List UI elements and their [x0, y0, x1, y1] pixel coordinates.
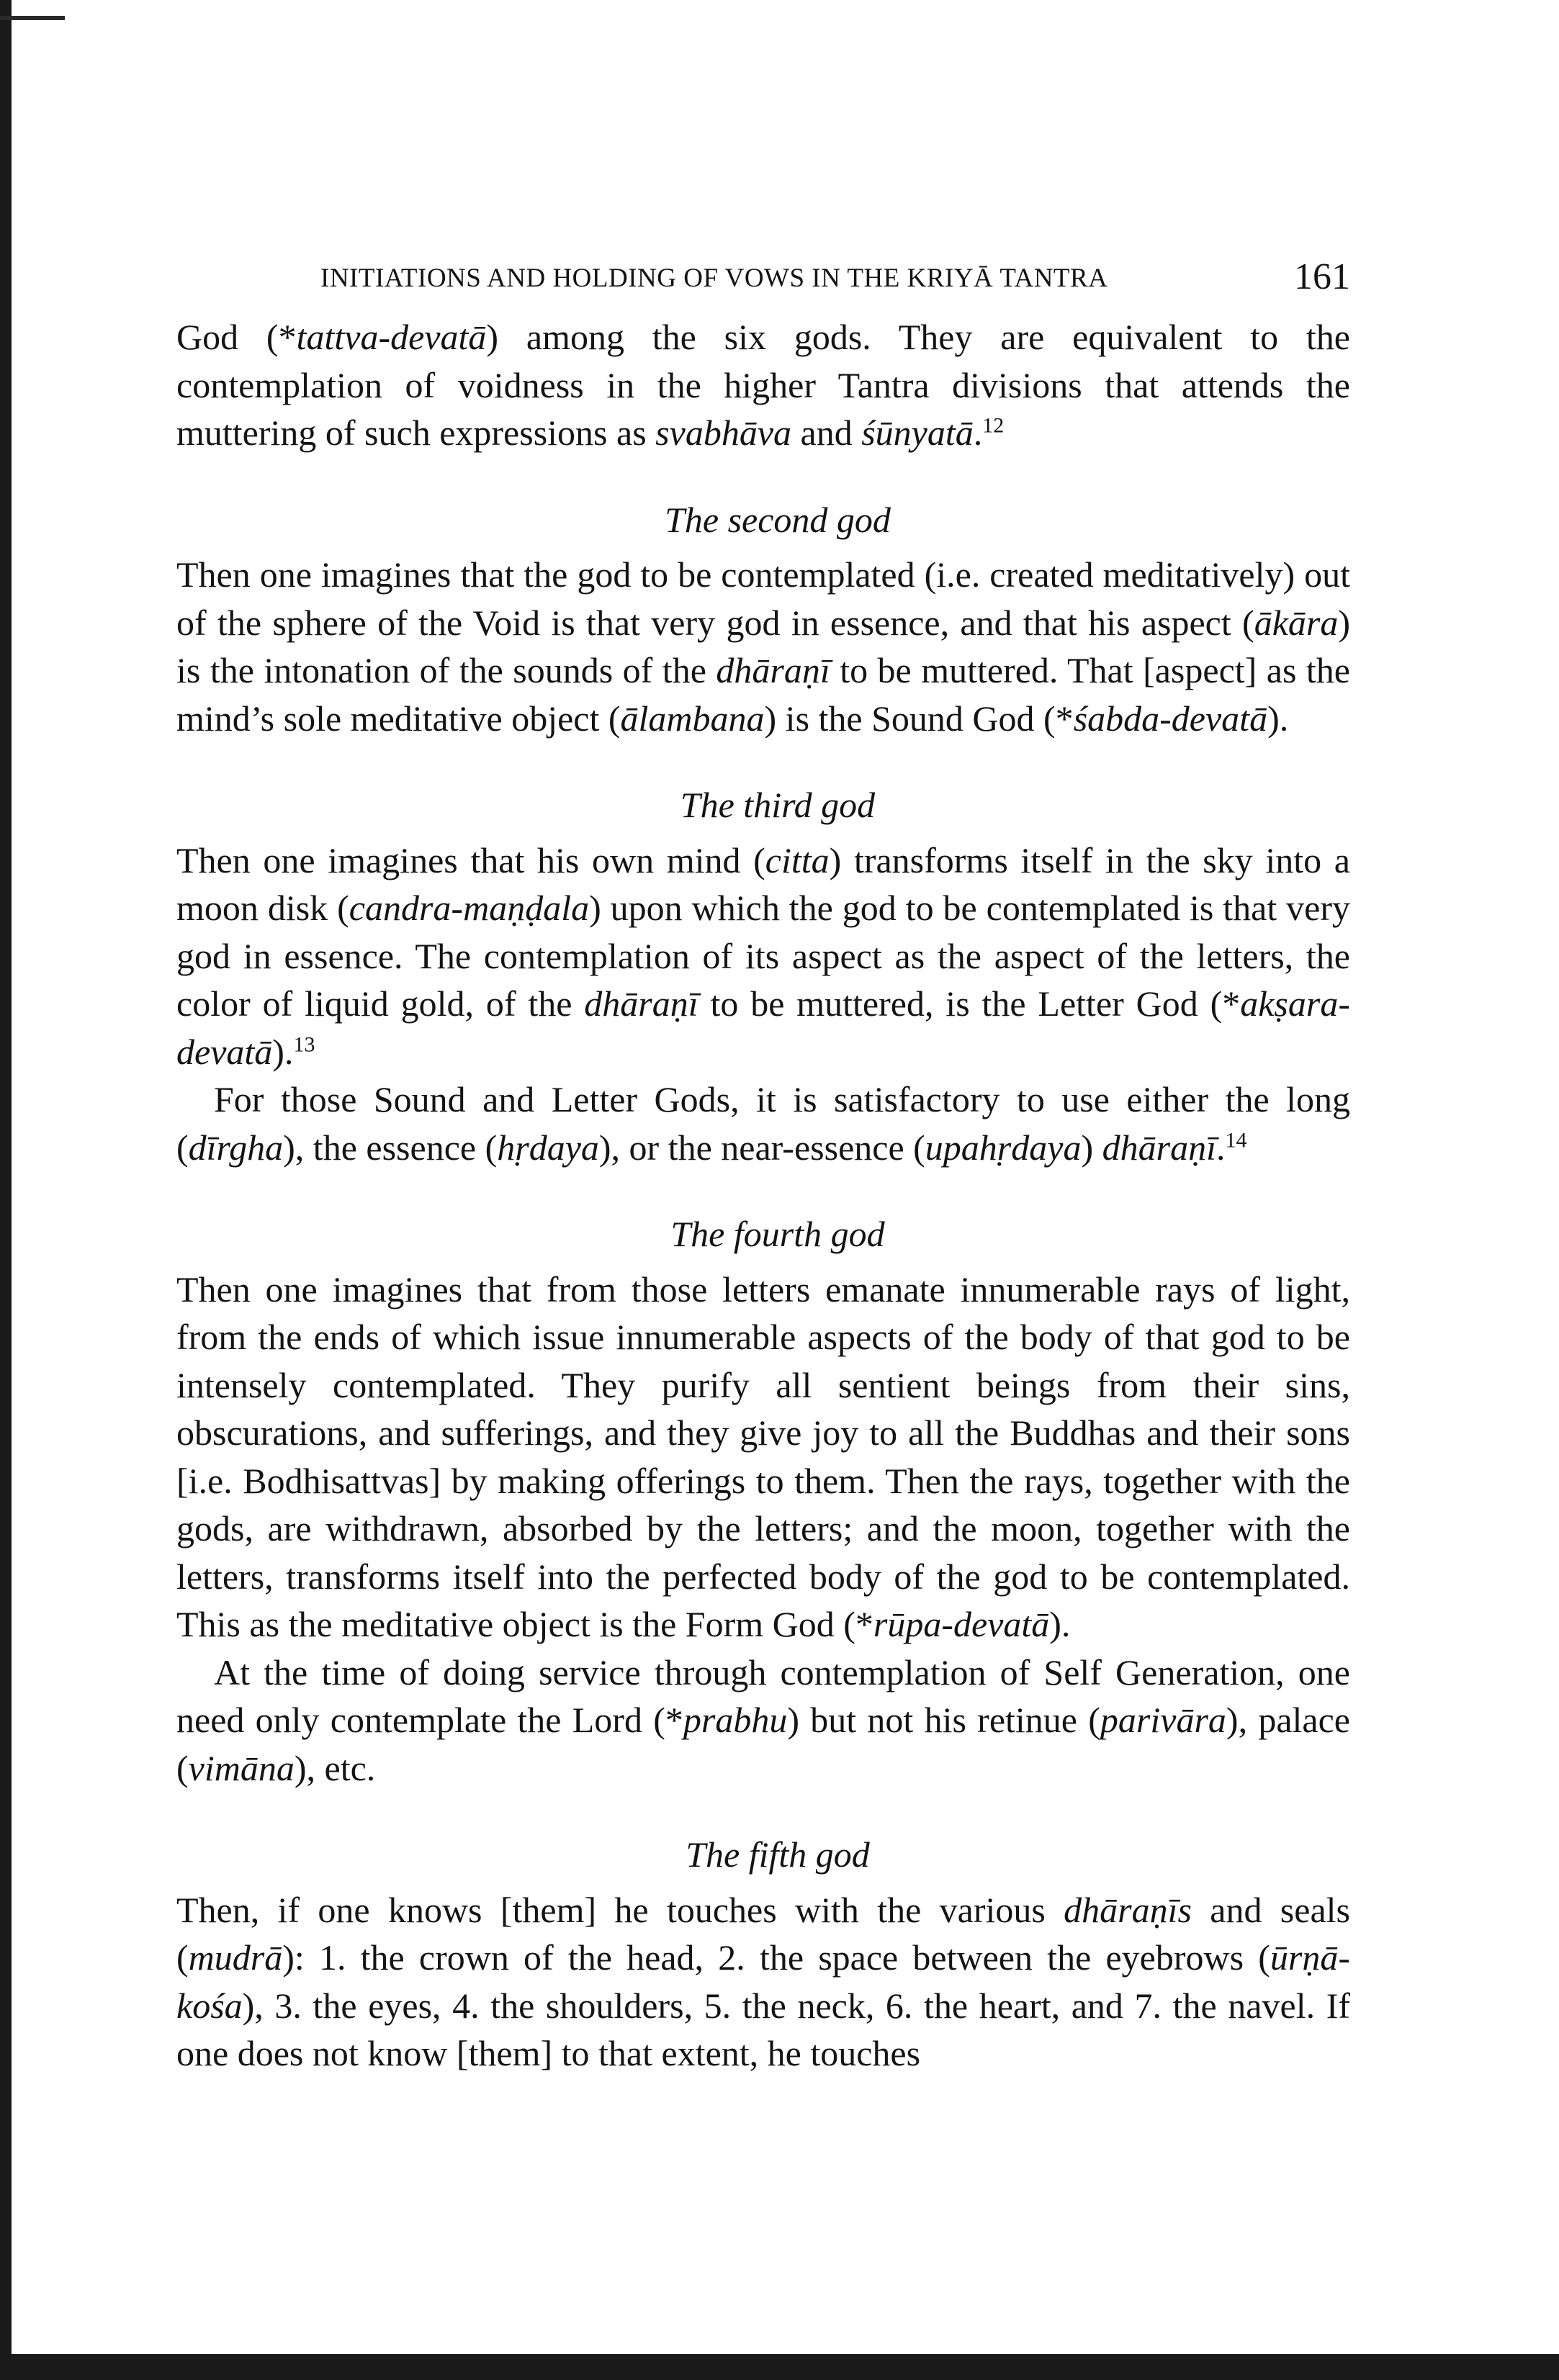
paragraph-self-generation: At the time of doing service through contemplation of Self Generation, one need only contemplate the Lord (*prabhu) but not his retinue (parivāra), palace (vimāna), etc. — [176, 1651, 1350, 1788]
heading-fifth-god: The fifth god — [686, 1834, 870, 1875]
footnote-ref-12: 12 — [982, 413, 1005, 438]
heading-second-god: The second god — [665, 499, 891, 540]
book-page — [176, 248, 1350, 2078]
paragraph-fourth-god: Then one imagines that from those letters emanate innumerable rays of light, from the ends of which issue innumerable aspects of the body of that god to be intensely contemplated. They purify all sentient beings from their sins, obscurations, and sufferings, and they give joy to all the Buddhas and their sons [i.e. Bodhisattvas] by making offerings to them. Then the rays, together with the gods, are withdrawn, absorbed by the letters; and the moon, together with the letters, transforms itself into the perfected body of the god to be contemplated. This as the meditative object is the Form God (*rūpa-devatā). — [176, 1268, 1350, 1644]
running-title: INITIATIONS AND HOLDING OF VOWS IN THE KRIYĀ TANTRA — [320, 263, 1108, 293]
running-head — [176, 248, 1350, 299]
scan-edge-left — [0, 0, 12, 2380]
heading-fourth-god: The fourth god — [670, 1214, 885, 1254]
paragraph-fifth-god: Then, if one knows [them] he touches with the various dhāraṇīs and seals (mudrā): 1. the crown of the head, 2. the space between the eyebrows (ūrṇā-kośa), 3. the eyes, 4. the shoulders, 5. the neck, 6. the heart, and 7. the navel. If one does not know [them] to that extent, he touches — [176, 1889, 1351, 2073]
scan-edge-top — [0, 16, 65, 20]
footnote-ref-13: 13 — [293, 1032, 315, 1056]
footnote-ref-14: 14 — [1225, 1127, 1247, 1152]
page-number: 161 — [1294, 256, 1350, 297]
paragraph-third-god: Then one imagines that his own mind (citta) transforms itself in the sky into a moon disk (candra-maṇḍala) upon which the god to be contemplated is that very god in essence. The contemplation of its aspect as the aspect of the letters, the color of liquid gold, of the dhāraṇī to be muttered, is the Letter God (*akṣara-devatā).$^{13}$ — [176, 839, 1350, 1072]
paragraph-first-god-end: God (*tattva-devatā) among the six gods. They are equivalent to the contemplation of voidness in the higher Tantra divisions that attends the muttering of such expressions as svabhāva and śūnyatā.$^{12}$ — [176, 317, 1350, 453]
scan-edge-bottom — [0, 2354, 1559, 2380]
paragraph-second-god: Then one imagines that the god to be contemplated (i.e. created meditatively) out of the sphere of the Void is that very god in essence, and that his aspect (ākāra) is the intonation of the sounds of the dhāraṇī to be muttered. That [aspect] as the mind’s sole meditative object (ālambana) is the Sound God (*śabda-devatā). — [176, 554, 1351, 739]
paragraph-sound-letter-gods: For those Sound and Letter Gods, it is satisfactory to use either the long (dīrgha), the essence (hṛdaya), or the near-essence (upahṛdaya) dhāraṇī.$^{14}$ — [176, 1079, 1350, 1168]
heading-third-god: The third god — [680, 785, 876, 825]
